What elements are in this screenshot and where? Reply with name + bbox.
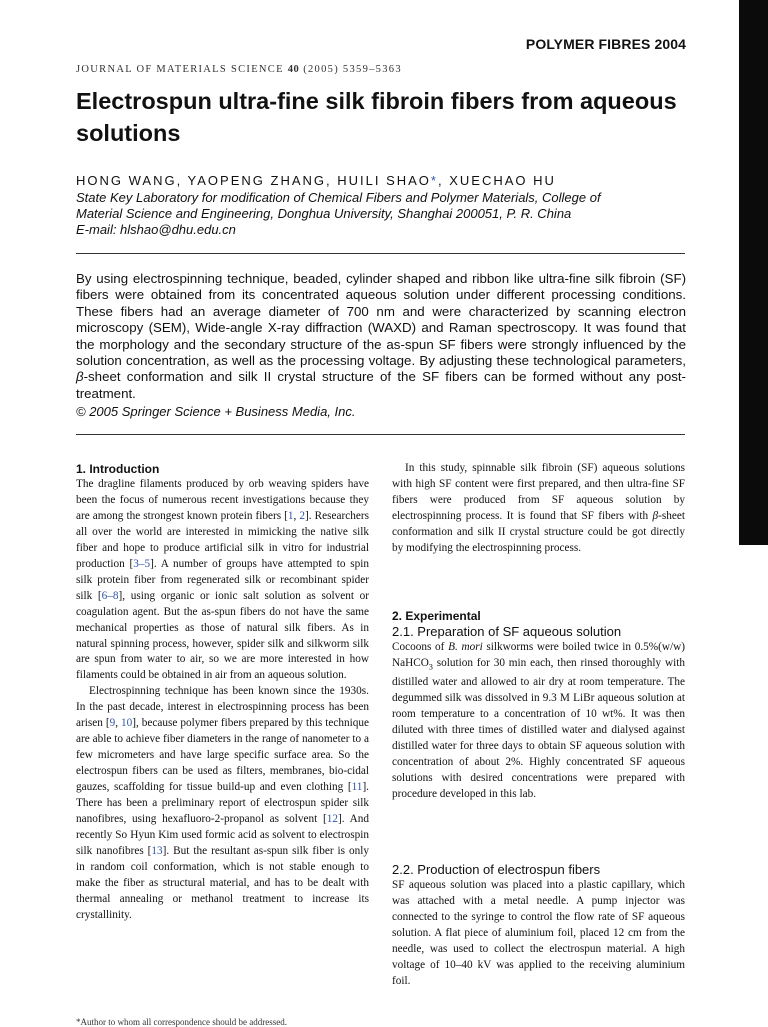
affiliation <box>76 190 696 238</box>
experimental-section <box>392 608 685 803</box>
author-names: HONG WANG, YAOPENG ZHANG, HUILI SHAO <box>76 173 431 188</box>
production-paragraph: SF aqueous solution was placed into a plastic capillary, which was attached with a metal needle. A pump injector was connected to the syringe to control the flow rate of SF aqueous solution. A flat piece of aluminium foil, placed 12 cm from the needle, was used to collect the electrospun material. A high voltage of 10–40 kV was applied to the receiving aluminium foil. <box>392 879 685 987</box>
abstract-text-1: By using electrospinning technique, beaded, cylinder shaped and ribbon like ultra-fine silk fibroin (SF) fibers were obtained from its concentrated aqueous solution under different processing conditions. These fibers had an average diameter of 700 nm and were characterized by scanning electron microscopy (SEM), Wide-angle X-ray diffraction (WAXD) and Raman spectroscopy. It was found that the morphology and the secondary structure of the as-spun SF fibers were strongly influenced by the solution concentration, as well as the processing voltage. By adjusting these technological parameters, <box>76 271 686 369</box>
study-paragraph: In this study, spinnable silk fibroin (SF) aqueous solutions with high SF content were first prepared, and then ultra-fine SF fibers were produced from SF aqueous solution by electrospinning process. It is found that SF fibers with β-sheet conformation and silk II crystal structure could be got directly by modifying the electrospinning process. <box>392 462 685 554</box>
production-section <box>392 862 685 990</box>
subsection-2-2-heading: 2.2. Production of electrospun fibers <box>392 862 601 877</box>
affiliation-line-1: State Key Laboratory for modification of Chemical Fibers and Polymer Materials, College of <box>76 190 601 205</box>
abstract-text-2: -sheet conformation and silk II crystal structure of the SF fibers can be formed without any post-treatment. <box>76 369 686 401</box>
reference-link[interactable]: 3–5 <box>133 557 151 570</box>
right-column <box>392 461 685 557</box>
subsection-2-1-heading: 2.1. Preparation of SF aqueous solution <box>392 624 622 639</box>
author-last: , XUECHAO HU <box>437 173 556 188</box>
page-edge-tab <box>739 0 768 545</box>
journal-year-pages: (2005) 5359–5363 <box>303 64 402 75</box>
intro-paragraph-2: Electrospinning technique has been known since the 1930s. In the past decade, interest in electrospinning process has been arisen [9, 10], because polymer fibers prepared by this technique are able to achieve fiber diameters in the range of nanometer to a few micrometers and have large specific surface area. So the electrospun fibers can be used as filters, membranes, bio-cidal gauzes, scaffolding for tissue build-up and even clothing [11]. There has been a preliminary report of electrospun spider silk nanofibres, using hexafluoro-2-propanol as solvent [12]. And recently So Hyun Kim used formic acid as solvent to electrospin silk nanofibres [13]. But the resultant as-spun silk fiber is only in random coil conformation, which is not stable enough to make the fiber as structural material, and has to be dealt with thermal annealing or methanol treatment to increase its crystallinity. <box>76 685 369 921</box>
author-list <box>76 173 556 188</box>
reference-link[interactable]: 2 <box>299 509 306 522</box>
section-tag: POLYMER FIBRES 2004 <box>525 36 686 52</box>
preparation-paragraph: Cocoons of B. mori silkworms were boiled twice in 0.5%(w/w) NaHCO$_3$ solution for 30 min each, then rinsed thoroughly with distilled water and allowed to air dry at room temperature. The degummed silk was dissolved in 9.3 M LiBr aqueous solution at room temperature to a concentration of 10 wt%. It was then diluted with three times of distilled water and dialysed against distilled water for three days to obtain SF aqueous solution with concentration of about 2%. Highly concentrated SF aqueous solutions with desired concentrations were prepared with procedure developed in this lab. <box>392 641 685 800</box>
journal-citation <box>76 64 402 75</box>
beta-symbol: β <box>652 509 659 522</box>
experimental-heading: 2. Experimental <box>392 609 481 623</box>
affiliation-line-2: Material Science and Engineering, Donghua University, Shanghai 200051, P. R. China <box>76 205 572 221</box>
abstract-bottom-rule <box>76 434 685 435</box>
introduction-heading: 1. Introduction <box>76 462 160 476</box>
reference-link[interactable]: 9 <box>109 717 116 730</box>
affiliation-email: E-mail: hlshao@dhu.edu.cn <box>76 221 236 237</box>
journal-name: JOURNAL OF MATERIALS SCIENCE <box>76 64 284 75</box>
corresponding-author-mark[interactable]: * <box>430 173 438 188</box>
abstract <box>76 271 686 402</box>
reference-link[interactable]: 1 <box>287 509 294 522</box>
reference-link[interactable]: 11 <box>351 781 363 794</box>
copyright: © 2005 Springer Science + Business Media, Inc. <box>76 404 356 419</box>
paper-title: Electrospun ultra-fine silk fibroin fibers from aqueous solutions <box>76 88 677 146</box>
reference-link[interactable]: 10 <box>121 717 133 730</box>
journal-volume: 40 <box>287 64 300 75</box>
intro-paragraph-1: The dragline filaments produced by orb weaving spiders have been the focus of numerous recent investigations because they are among the strongest known protein fibers [1, 2]. Researchers all over the world are interested in mimicking the native silk fiber and hope to produce artificial silk in vitro for industrial production [3–5]. A number of groups have attempted to spin silk protein fiber from regenerated silk or recombinant spider silk [6–8], using organic or ionic salt solution as solvent or coagulation agent. But the as-spun fibers do not have the same mechanical properties as those of natural silk fibers. As in natural spinning process, however, spider silk and silkworm silk are spun from water to air, so we are more interested in how filaments could be obtained in air from an aqueous solution. <box>76 478 369 682</box>
reference-link[interactable]: 13 <box>151 844 163 857</box>
footnote: *Author to whom all correspondence should be addressed. <box>76 1017 287 1027</box>
reference-link[interactable]: 6–8 <box>101 589 119 602</box>
abstract-top-rule <box>76 253 685 254</box>
beta-symbol: β <box>76 369 84 385</box>
left-column <box>76 461 369 924</box>
reference-link[interactable]: 12 <box>326 813 338 826</box>
